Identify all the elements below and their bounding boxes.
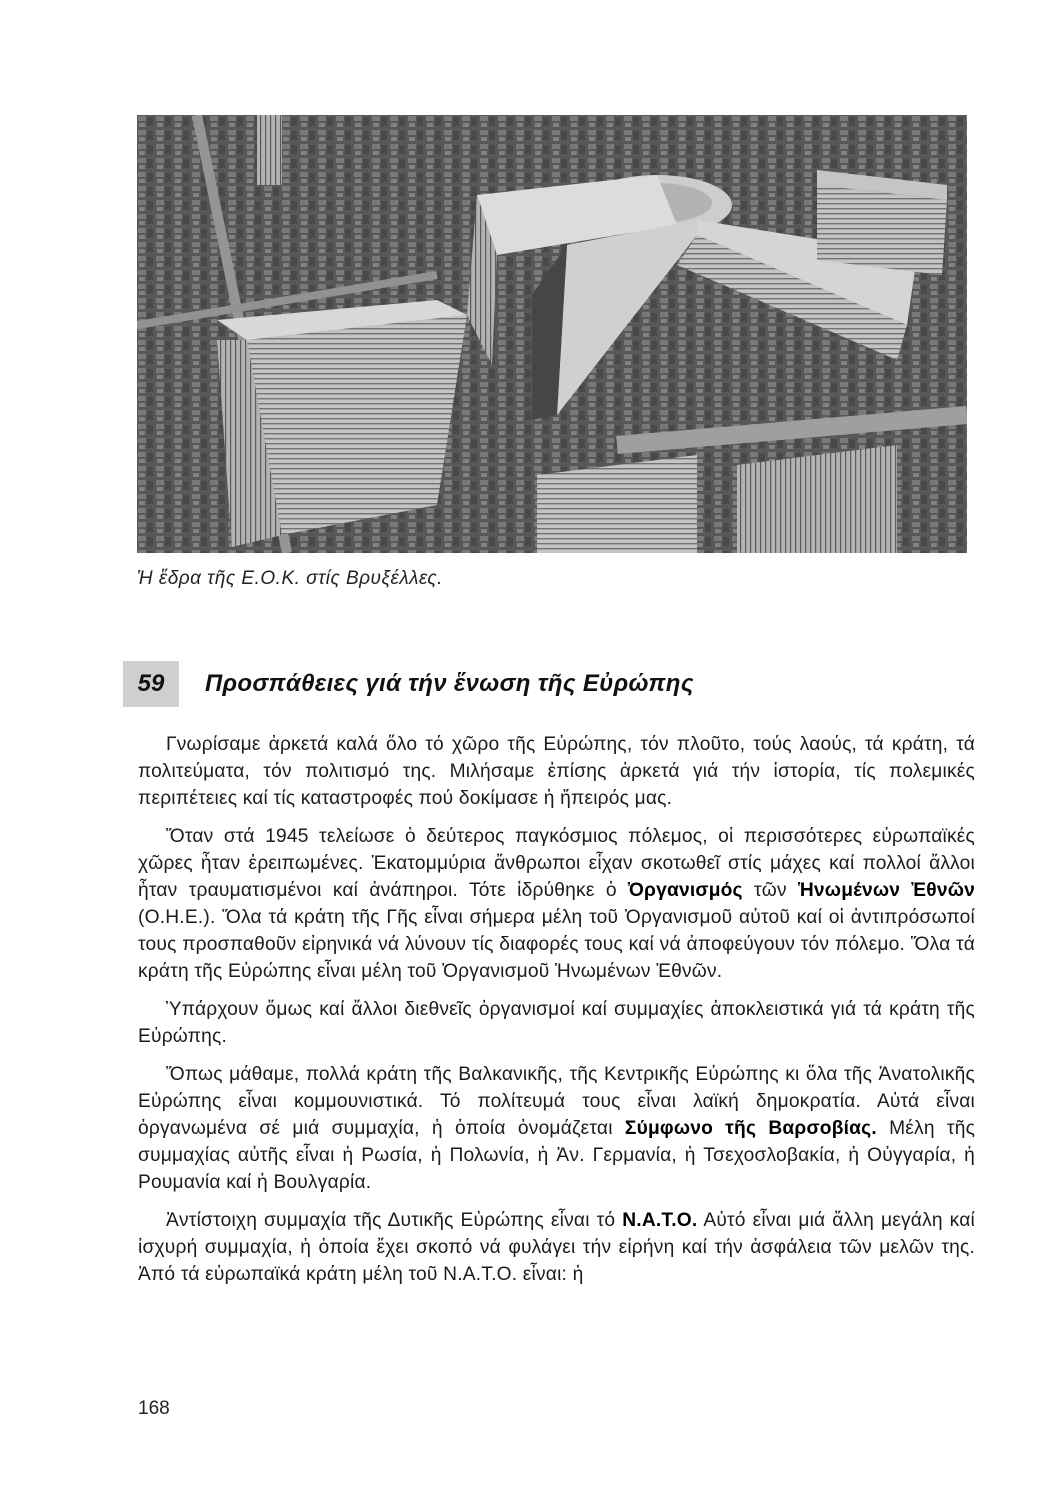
photo-caption: Ἡ ἕδρα τῆς Ε.Ο.Κ. στίς Βρυξέλλες.: [137, 568, 443, 589]
text-run: Μέλη τῆς συμμαχίας αὐτῆς εἶναι ἡ Ρωσία, ἡ Πολωνία, ἡ Ἀν. Γερμανία, ἡ Τσεχοσλοβακία, ἡ Οὐγγαρία, ἡ Ρουμανία καί ἡ Βουλγαρία.: [138, 1118, 976, 1193]
bold-term: Σύμφωνο τῆς Βαρσοβίας.: [624, 1118, 877, 1139]
text-run: Αὐτό εἶναι μιά ἄλλη μεγάλη καί ἰσχυρή συμμαχία, ἡ ὁποία ἔχει σκοπό νά φυλάγει τήν εἰρήνη καί τήν ἀσφάλεια τῶν μελῶν της. Ἀπό τά εὐρωπαϊκά κράτη μέλη τοῦ Ν.Α.Τ.Ο. εἶναι: ἡ: [138, 1210, 975, 1285]
bold-term: Ἡνωμένων Ἐθνῶν: [798, 880, 975, 901]
paragraph: Γνωρίσαμε ἀρκετά καλά ὅλο τό χῶρο τῆς Εὐρώπης, τόν πλοῦτο, τούς λαούς, τά κράτη, τά πολιτεύματα, τόν πολιτισμό της. Μιλήσαμε ἐπίσης ἀρκετά γιά τήν ἱστορία, τίς πολεμικές περιπέτειες καί τίς καταστροφές πού δοκίμασε ἡ ἤπειρός μας.: [138, 734, 975, 809]
paragraph: [138, 1061, 975, 1196]
body-text: [138, 731, 975, 1299]
text-run: τῶν: [753, 880, 787, 901]
page-number: 168: [138, 1398, 170, 1419]
paragraph: [138, 823, 975, 985]
paragraph: [138, 1207, 975, 1288]
chapter-title: Προσπάθειες γιά τήν ἕνωση τῆς Εὐρώπης: [205, 670, 694, 697]
text-run: Ἀντίστοιχη συμμαχία τῆς Δυτικῆς Εὐρώπης εἶναι τό: [166, 1210, 616, 1231]
aerial-photo: [137, 115, 967, 553]
text-run: Ὅταν στά 1945 τελείωσε ὁ δεύτερος παγκόσμιος πόλεμος, οἱ περισσότερες εὐρωπαϊκές χῶρες ἦταν ἐρειπωμένες. Ἑκατομμύρια ἄνθρωποι εἶχαν σκοτωθεῖ στίς μάχες καί πολλοί ἄλλοι ἦταν τραυματισμένοι καί ἀνάπηροι. Τότε ἱδρύθηκε ὁ: [138, 826, 975, 901]
text-run: Ὅπως μάθαμε, πολλά κράτη τῆς Βαλκανικῆς, τῆς Κεντρικῆς Εὐρώπης κι ὅλα τῆς Ἀνατολικῆς Εὐρώπης εἶναι κομμουνιστικά. Τό πολίτευμά τους εἶναι λαϊκή δημοκρατία. Αὐτά εἶναι ὀργανωμένα σέ μιά συμμαχία, ἡ ὁποία ὀνομάζεται: [138, 1064, 975, 1139]
chapter-number: 59: [123, 661, 179, 707]
text-run: (Ο.Η.Ε.). Ὅλα τά κράτη τῆς Γῆς εἶναι σήμερα μέλη τοῦ Ὀργανισμοῦ αὐτοῦ καί οἱ ἀντιπρόσωποί τους προσπαθοῦν εἰρηνικά νά λύνουν τίς διαφορές τους καί νά ἀποφεύγουν τόν πόλεμο. Ὅλα τά κράτη τῆς Εὐρώπης εἶναι μέλη τοῦ Ὀργανισμοῦ Ἡνωμένων Ἐθνῶν.: [138, 907, 975, 982]
bold-term: Ὀργανισμός: [627, 880, 743, 901]
aerial-photo-illustration: [137, 115, 967, 553]
paragraph: Ὑπάρχουν ὅμως καί ἄλλοι διεθνεῖς ὀργανισμοί καί συμμαχίες ἀποκλειστικά γιά τά κράτη τῆς Εὐρώπης.: [138, 999, 975, 1047]
bold-term: Ν.Α.Τ.Ο.: [622, 1210, 698, 1231]
chapter-heading: [123, 661, 983, 707]
